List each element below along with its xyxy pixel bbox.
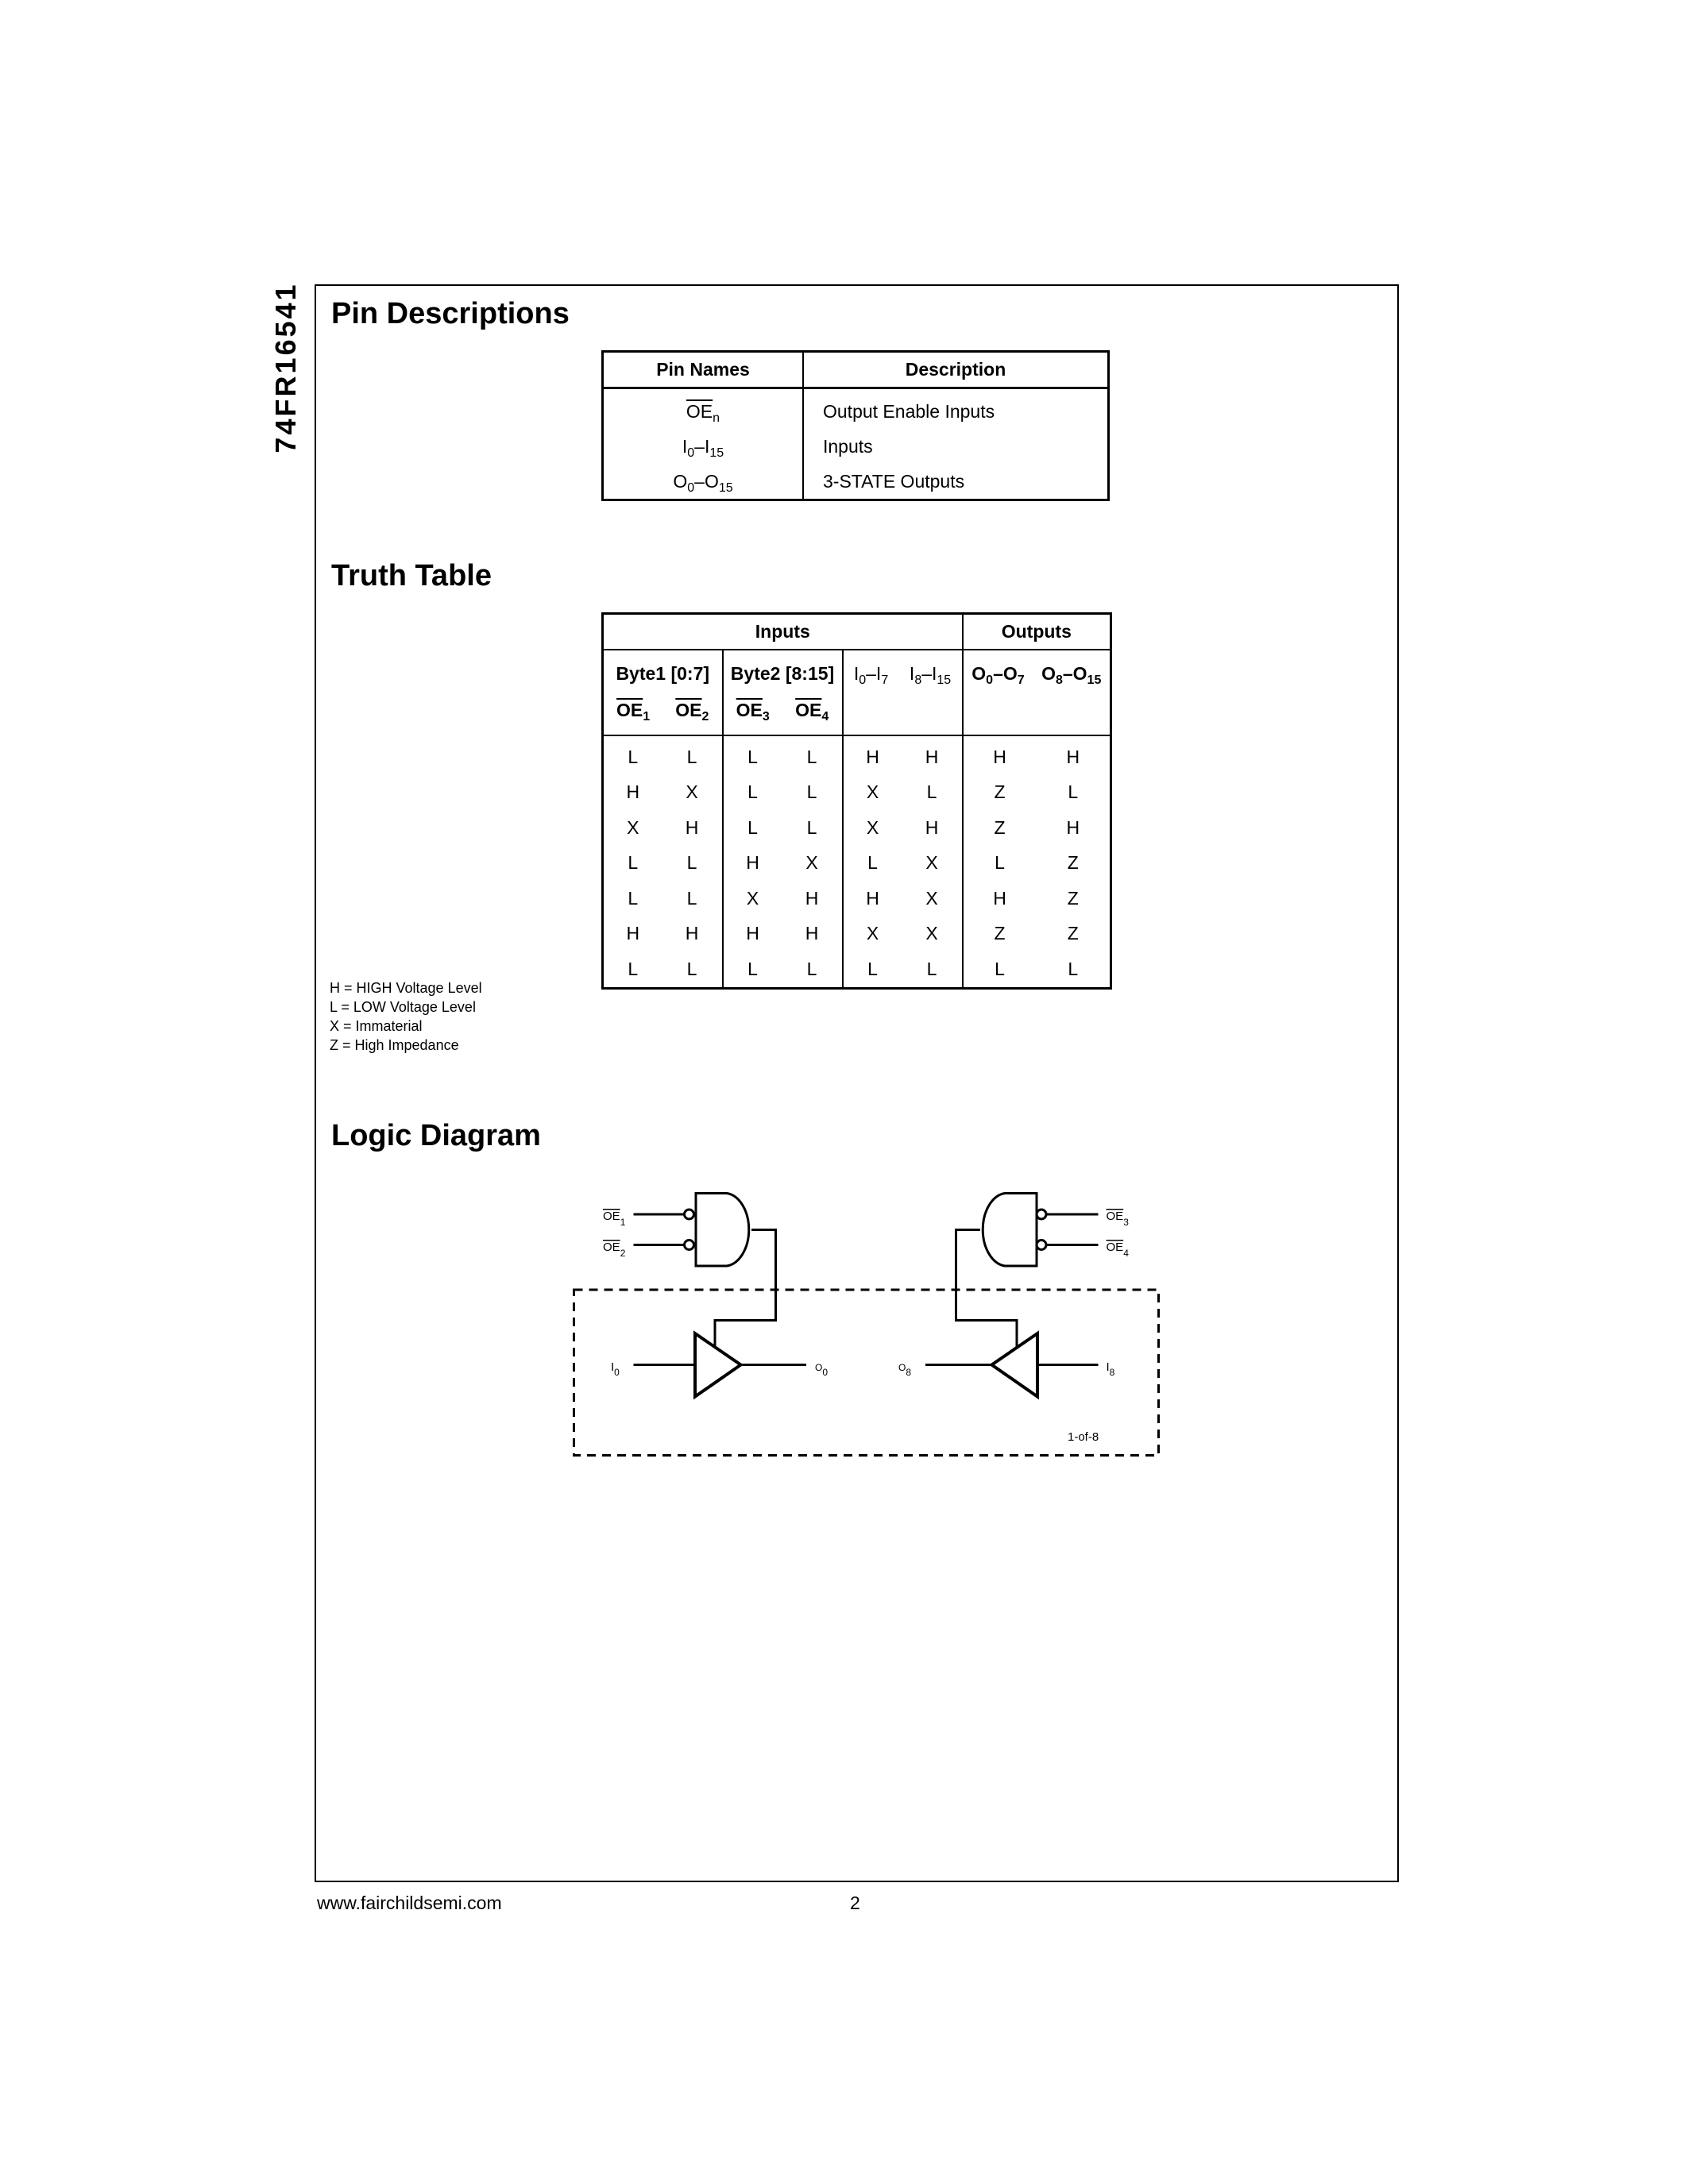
- legend-item: L = LOW Voltage Level: [330, 999, 476, 1015]
- pin-descriptions-table: [601, 350, 1110, 501]
- table-cell: L: [806, 781, 817, 803]
- table-cell: L: [723, 735, 782, 775]
- table-cell: X: [925, 887, 938, 909]
- table-cell: Z: [1067, 852, 1079, 874]
- table-cell: H: [1066, 816, 1080, 838]
- column-header: Description: [803, 352, 1109, 388]
- table-cell: X: [843, 775, 902, 811]
- table-cell: L: [963, 951, 1037, 988]
- outputs-group-header: Outputs: [963, 614, 1111, 650]
- legend-item: X = Immaterial: [330, 1018, 423, 1034]
- label-i0: $I_0$: [611, 1360, 620, 1378]
- table-row: [603, 951, 1111, 988]
- table-cell: L: [686, 746, 697, 767]
- label-oe2: $OE_2$: [603, 1241, 626, 1259]
- inversion-bubble: [1037, 1210, 1046, 1219]
- table-cell: L: [628, 746, 639, 767]
- table-row: [603, 775, 1111, 811]
- table-row: [603, 735, 1111, 775]
- table-cell: Z: [1067, 887, 1079, 909]
- logic-diagram: [556, 1152, 1176, 1444]
- content-frame: [315, 284, 1399, 1882]
- table-cell: L: [963, 846, 1037, 882]
- table-cell: L: [1068, 781, 1079, 803]
- table-cell: H: [723, 846, 782, 882]
- table-cell: L: [628, 887, 639, 909]
- label-o0: O0: [815, 1362, 829, 1378]
- outputs-data-header: $O_0-O_7$ $O_8-O_{15}$: [963, 650, 1111, 735]
- truth-table-legend: [330, 978, 482, 1055]
- nand-gate-1: [696, 1194, 749, 1267]
- table-cell: X: [925, 923, 938, 944]
- table-cell: Z: [963, 916, 1037, 952]
- table-row: [603, 429, 1109, 464]
- table-cell: L: [926, 958, 937, 979]
- table-cell: X: [686, 781, 698, 803]
- wire: [956, 1214, 1099, 1347]
- table-cell: H: [626, 781, 640, 803]
- table-cell: L: [723, 951, 782, 988]
- footer-url[interactable]: www.fairchildsemi.com: [317, 1893, 502, 1913]
- inversion-bubble: [685, 1210, 694, 1219]
- table-cell: H: [805, 923, 819, 944]
- table-cell: L: [806, 958, 817, 979]
- wire: [634, 1214, 776, 1347]
- inversion-bubble: [1037, 1241, 1046, 1250]
- inputs-group-header: Inputs: [603, 614, 963, 650]
- legend-item: Z = High Impedance: [330, 1037, 459, 1053]
- table-cell: L: [843, 846, 902, 882]
- table-cell: H: [843, 735, 902, 775]
- table-cell: X: [843, 810, 902, 846]
- table-cell: X: [805, 852, 818, 874]
- logic-diagram-heading: Logic Diagram: [331, 1119, 541, 1152]
- table-cell: L: [1068, 958, 1079, 979]
- table-cell: L: [628, 852, 639, 874]
- column-header: Pin Names: [603, 352, 804, 388]
- table-cell: L: [806, 816, 817, 838]
- label-oe4: $OE_4$: [1106, 1241, 1129, 1259]
- table-cell: H: [723, 916, 782, 952]
- table-cell: L: [843, 951, 902, 988]
- label-o8: O8: [898, 1362, 912, 1378]
- repeat-note: 1-of-8: [1068, 1430, 1099, 1444]
- table-cell: L: [806, 746, 817, 767]
- inputs-data-header: $I_0-I_7$ $I_8-I_{15}$: [843, 650, 963, 735]
- truth-table-heading: Truth Table: [331, 559, 492, 592]
- table-cell: X: [627, 816, 639, 838]
- table-cell: H: [805, 887, 819, 909]
- table-row: [603, 916, 1111, 952]
- table-cell: H: [925, 816, 939, 838]
- table-cell: H: [843, 881, 902, 916]
- table-row: [603, 810, 1111, 846]
- table-cell: H: [1066, 746, 1080, 767]
- table-cell: L: [686, 958, 697, 979]
- table-cell: L: [723, 810, 782, 846]
- pin-description: Output Enable Inputs: [803, 388, 1109, 430]
- table-cell: H: [685, 816, 699, 838]
- side-part-number: [262, 281, 310, 453]
- label-oe3: $OE_3$: [1106, 1210, 1129, 1228]
- table-row: [603, 464, 1109, 500]
- part-number-text: 74FR16541: [269, 281, 302, 453]
- inversion-bubble: [685, 1241, 694, 1250]
- truth-table: [601, 612, 1112, 990]
- table-cell: L: [926, 781, 937, 803]
- pin-name: $I_0-I_{15}$: [682, 435, 724, 460]
- table-cell: Z: [963, 775, 1037, 811]
- label-i8: $I_8$: [1106, 1360, 1115, 1378]
- pin-name: $O_0-O_{15}$: [673, 470, 733, 495]
- table-cell: H: [963, 881, 1037, 916]
- table-cell: H: [925, 746, 939, 767]
- table-row: [603, 388, 1109, 430]
- table-row: [603, 881, 1111, 916]
- table-cell: L: [723, 775, 782, 811]
- table-cell: X: [723, 881, 782, 916]
- table-cell: X: [843, 916, 902, 952]
- pin-name: $\overline{OE}_n$: [686, 400, 720, 425]
- table-cell: H: [626, 923, 640, 944]
- table-cell: L: [686, 852, 697, 874]
- byte1-header: Byte1 [0:7] $\overline{OE}_1$ $\overline{OE}_2$: [603, 650, 723, 735]
- nand-gate-2: [983, 1194, 1037, 1267]
- table-cell: X: [925, 852, 938, 874]
- pin-description: Inputs: [803, 429, 1109, 464]
- pin-descriptions-heading: Pin Descriptions: [331, 297, 570, 330]
- label-oe1: $OE_1$: [603, 1210, 626, 1228]
- table-row: [603, 846, 1111, 882]
- table-cell: L: [628, 958, 639, 979]
- table-cell: H: [685, 923, 699, 944]
- pin-description: 3-STATE Outputs: [803, 464, 1109, 500]
- page-number: 2: [850, 1893, 860, 1913]
- table-cell: Z: [1067, 923, 1079, 944]
- table-cell: L: [686, 887, 697, 909]
- byte2-header: Byte2 [8:15] $\overline{OE}_3$ $\overline{OE}_4$: [723, 650, 843, 735]
- table-cell: H: [963, 735, 1037, 775]
- table-cell: Z: [963, 810, 1037, 846]
- legend-item: H = HIGH Voltage Level: [330, 980, 482, 996]
